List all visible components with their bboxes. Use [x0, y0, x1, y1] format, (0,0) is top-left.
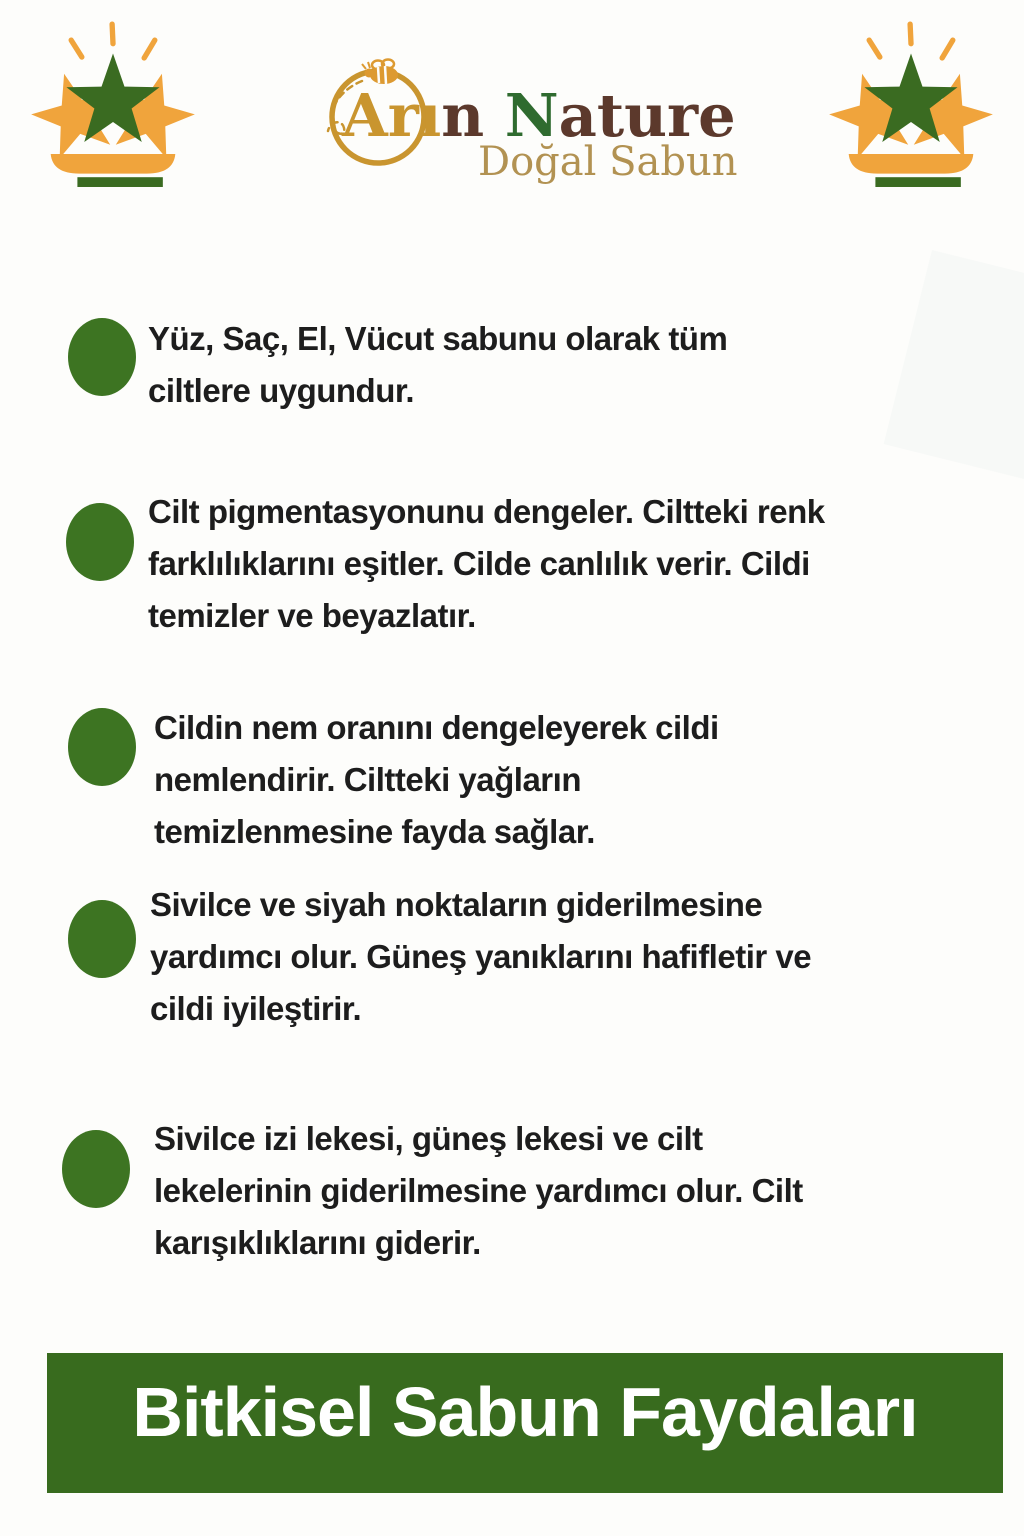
bullet-line: nemlendirir. Ciltteki yağların — [154, 761, 581, 798]
bullet-dot — [68, 900, 136, 978]
brand-name-n: n — [441, 81, 485, 150]
bullet-line: Cildin nem oranını dengeleyerek cildi — [154, 709, 719, 746]
star-burst-decoration-left — [24, 20, 202, 192]
brand-name-ari: Arı — [342, 81, 442, 150]
bullet-dot — [62, 1130, 130, 1208]
star-burst-decoration-right — [822, 20, 1000, 192]
bullet-line: yardımcı olur. Güneş yanıklarını hafifletir ve — [150, 938, 812, 975]
bullet-line: karışıklıklarını giderir. — [154, 1224, 481, 1261]
bullet-line: Sivilce izi lekesi, güneş lekesi ve cilt — [154, 1120, 703, 1157]
bullet-line: ciltlere uygundur. — [148, 372, 415, 409]
bullet-line: Cilt pigmentasyonunu dengeler. Ciltteki renk — [148, 493, 825, 530]
bullet-dot — [68, 708, 136, 786]
bullet-line: farklılıklarını eşitler. Cilde canlılık verir. Cildi — [148, 545, 810, 582]
background-sheet — [884, 250, 1024, 490]
bullet-line: temizler ve beyazlatır. — [148, 597, 476, 634]
bullet-dot — [68, 318, 136, 396]
bullet-line: cildi iyileştirir. — [150, 990, 362, 1027]
brand-logo — [300, 45, 738, 195]
bullet-line: temizlenmesine fayda sağlar. — [154, 813, 595, 850]
bullet-dot — [66, 503, 134, 581]
brand-nature-rest: ature — [558, 81, 736, 150]
bullet-line: lekelerinin giderilmesine yardımcı olur. Cilt — [154, 1172, 803, 1209]
brand-nature-initial: N — [504, 81, 559, 150]
banner-title: Bitkisel Sabun Faydaları — [132, 1373, 918, 1451]
brand-subtitle: Doğal Sabun — [478, 139, 738, 185]
title-banner — [47, 1353, 1003, 1493]
bullet-line: Sivilce ve siyah noktaların giderilmesine — [150, 886, 763, 923]
bullet-line: Yüz, Saç, El, Vücut sabunu olarak tüm — [148, 320, 728, 357]
